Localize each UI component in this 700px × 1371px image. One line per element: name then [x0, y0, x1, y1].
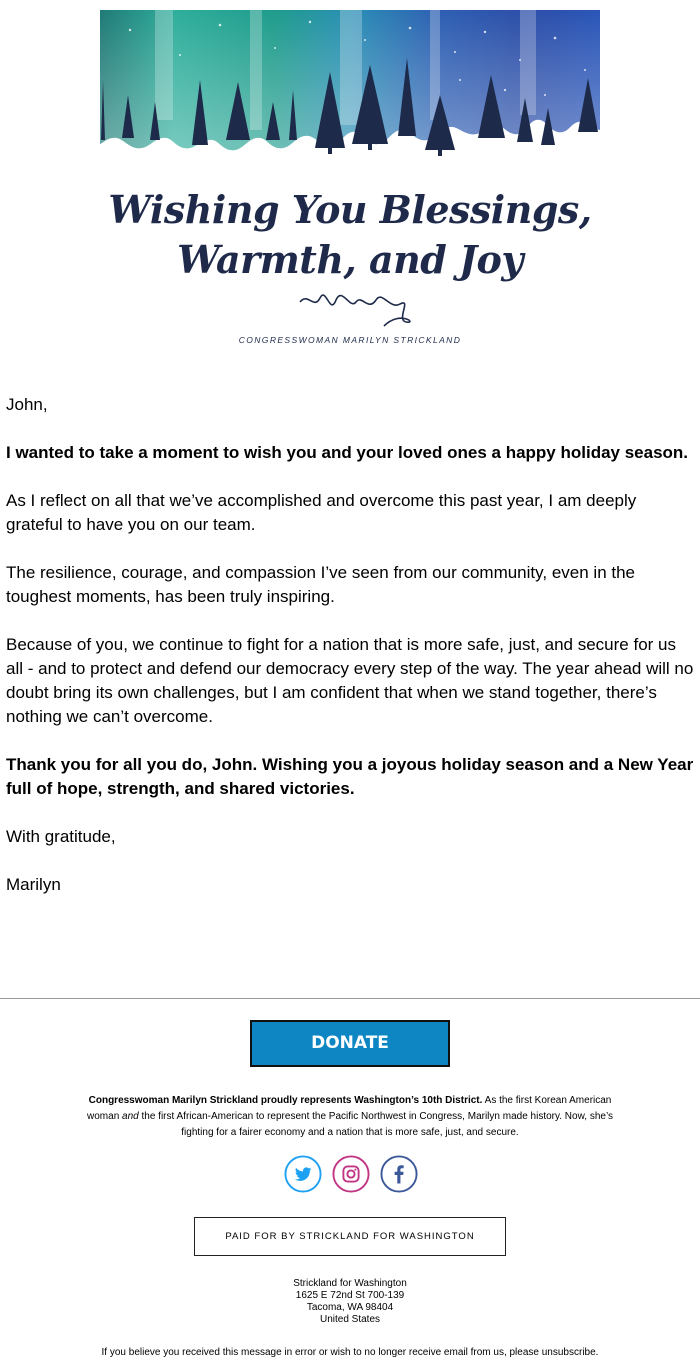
paragraph-resilience: The resilience, courage, and compassion I’ve seen from our community, even in the toughest moments, has been truly inspiring. [6, 563, 635, 606]
unsubscribe-text[interactable]: If you believe you received this message in error or wish to no longer receive email from us, please unsubscribe. [101, 1347, 599, 1358]
donate-button[interactable]: DONATE [250, 1020, 450, 1067]
about-bold: Congresswoman Marilyn Strickland proudly represents Washington’s 10th District. [88, 1095, 483, 1106]
footer-divider [0, 998, 700, 999]
paragraph-thanks: Thank you for all you do, John. Wishing you a joyous holiday season and a New Year full of hope, strength, and shared victories. [6, 755, 694, 798]
facebook-icon[interactable] [380, 1155, 418, 1193]
address-city: Tacoma, WA 98404 [306, 1302, 394, 1313]
twitter-icon[interactable] [284, 1155, 322, 1193]
signature-scribble [300, 295, 410, 326]
closing: With gratitude, [6, 827, 116, 846]
greeting: John, [6, 395, 48, 414]
signoff: Marilyn [6, 875, 61, 894]
holiday-banner [100, 10, 600, 368]
banner-headline-line1: Wishing You Blessings, [108, 187, 592, 232]
paragraph-fight: Because of you, we continue to fight for a nation that is more safe, just, and secure for us all - and to protect and defend our democracy every step of the way. The year ahead will no doubt bring its own challenges, but I am confident that when we stand together, there’s nothing we can’t overcome. [6, 635, 694, 726]
banner-headline [100, 185, 600, 285]
paragraph-wish: I wanted to take a moment to wish you and your loved ones a happy holiday season. [6, 443, 689, 462]
address-name: Strickland for Washington [293, 1278, 407, 1289]
signature-caption: CONGRESSWOMAN MARILYN STRICKLAND [238, 335, 462, 345]
about-text [80, 1093, 620, 1141]
address-street: 1625 E 72nd St 700-139 [295, 1290, 405, 1301]
mailing-address [200, 1278, 500, 1326]
address-country: United States [319, 1314, 381, 1325]
social-links [284, 1155, 424, 1197]
paid-for-box: PAID FOR BY STRICKLAND FOR WASHINGTON [194, 1217, 506, 1256]
about-part1: As the first Korean American woman [87, 1095, 612, 1122]
letter-body [6, 393, 696, 921]
paragraph-reflect: As I reflect on all that we’ve accomplished and overcome this past year, I am deeply grateful to have you on our team. [6, 491, 637, 534]
about-part2: the first African-American to represent the Pacific Northwest in Congress, Marilyn made history. Now, she’s fighting for a fairer economy and a nation that is more safe, just, and secure. [138, 1111, 613, 1138]
banner-headline-line2: Warmth, and Joy [177, 237, 523, 282]
instagram-icon[interactable] [332, 1155, 370, 1193]
about-italic: and [122, 1111, 139, 1122]
